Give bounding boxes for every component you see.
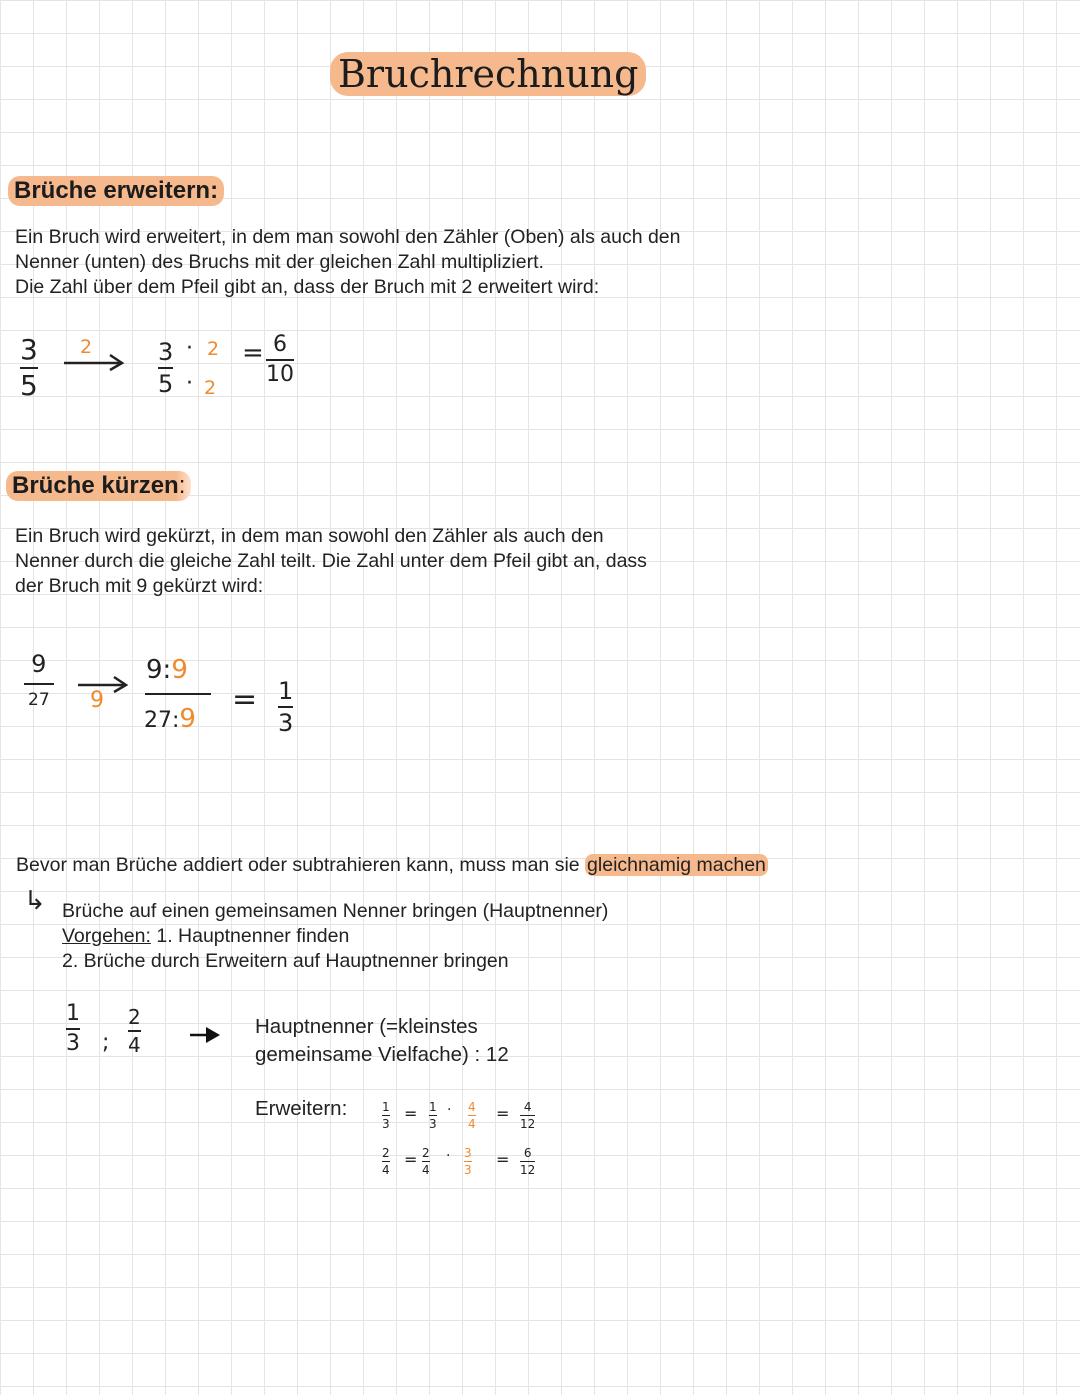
kuerzen-example-fraction bbox=[28, 650, 50, 709]
divide-sign: : bbox=[162, 655, 172, 685]
numerator: 2 bbox=[382, 1146, 390, 1160]
denominator: 27 bbox=[144, 708, 172, 733]
denominator: 3 bbox=[66, 1031, 80, 1056]
erweitern-label: Erweitern: bbox=[255, 1097, 348, 1120]
equals-sign: = bbox=[496, 1150, 510, 1169]
denominator: 5 bbox=[158, 370, 174, 398]
multiply-dot: · bbox=[186, 336, 193, 361]
numerator: 9 bbox=[31, 650, 47, 678]
denominator: 12 bbox=[520, 1163, 536, 1177]
right-arrow-icon bbox=[62, 352, 126, 372]
kuerzen-text-line: der Bruch mit 9 gekürzt wird: bbox=[15, 575, 264, 597]
gleichnamig-steps bbox=[62, 899, 608, 974]
numerator: 1 bbox=[382, 1100, 390, 1114]
fraction-bar bbox=[145, 693, 211, 695]
gleichnamig-intro bbox=[16, 853, 768, 878]
separator: ; bbox=[102, 1030, 110, 1055]
numerator: 2 bbox=[128, 1005, 141, 1029]
equals-sign: = bbox=[404, 1150, 418, 1169]
step-factor-top: 2 bbox=[207, 338, 220, 360]
denominator: 3 bbox=[464, 1163, 472, 1177]
step-two: 2. Brüche durch Erweitern auf Hauptnenner bringen bbox=[62, 950, 509, 972]
erweitern-text-line: Nenner (unten) des Bruchs mit der gleichen Zahl multipliziert. bbox=[15, 251, 544, 273]
numerator: 4 bbox=[468, 1100, 476, 1114]
page-title: Bruchrechnung bbox=[330, 52, 646, 96]
kuerzen-divisor: 9 bbox=[90, 688, 104, 713]
numerator: 6 bbox=[273, 332, 287, 357]
numerator: 3 bbox=[158, 338, 174, 366]
kuerzen-text-line: Ein Bruch wird gekürzt, in dem man sowohl den Zähler als auch den bbox=[15, 525, 604, 547]
vorgehen-label: Vorgehen: bbox=[62, 925, 151, 947]
erweitern-step-fraction bbox=[158, 338, 173, 396]
denominator: 12 bbox=[520, 1117, 536, 1131]
hauptnenner-text bbox=[255, 1013, 509, 1069]
denominator: 3 bbox=[382, 1117, 390, 1131]
numerator: 3 bbox=[464, 1146, 472, 1160]
row2-fraction-b bbox=[422, 1146, 430, 1176]
numerator: 1 bbox=[278, 677, 294, 705]
highlight-gleichnamig: gleichnamig machen bbox=[587, 854, 766, 876]
divide-sign: : bbox=[172, 708, 180, 733]
step-factor-bottom: 2 bbox=[204, 377, 217, 399]
kuerzen-paragraph bbox=[15, 524, 647, 599]
steps-line: Brüche auf einen gemeinsamen Nenner bringen (Hauptnenner) bbox=[62, 900, 609, 922]
equals-sign: = bbox=[242, 338, 264, 368]
section-heading-erweitern: Brüche erweitern: bbox=[8, 176, 224, 206]
denominator: 4 bbox=[128, 1033, 141, 1057]
intro-text: Bevor man Brüche addiert oder subtrahieren kann, muss man sie bbox=[16, 854, 580, 876]
example-fraction-two-fourths bbox=[128, 1005, 141, 1055]
heading-colon: : bbox=[178, 472, 186, 499]
denominator: 10 bbox=[266, 362, 294, 387]
erweitern-text-line: Die Zahl über dem Pfeil gibt an, dass der Bruch mit 2 erweitert wird: bbox=[15, 276, 600, 298]
hauptnenner-line: Hauptnenner (=kleinstes bbox=[255, 1015, 478, 1038]
numerator: 1 bbox=[66, 1001, 80, 1026]
equals-sign: = bbox=[232, 682, 258, 717]
erweitern-factor: 2 bbox=[80, 336, 93, 358]
denominator: 5 bbox=[20, 369, 38, 402]
corner-arrow-icon: ↳ bbox=[24, 886, 46, 916]
row1-fraction-result bbox=[520, 1100, 535, 1130]
row2-fraction-result bbox=[520, 1146, 535, 1176]
section-heading-kuerzen bbox=[6, 471, 191, 501]
row2-fraction-c bbox=[464, 1146, 472, 1176]
step-one: 1. Hauptnenner finden bbox=[156, 925, 350, 947]
denominator: 4 bbox=[468, 1117, 476, 1131]
divisor: 9 bbox=[179, 704, 196, 734]
heading-text: Brüche kürzen bbox=[12, 472, 179, 499]
denominator: 3 bbox=[278, 709, 294, 737]
multiply-dot: · bbox=[446, 1148, 451, 1164]
example-fraction-one-third bbox=[66, 1001, 80, 1055]
numerator: 6 bbox=[523, 1146, 532, 1160]
kuerzen-step-numerator bbox=[146, 655, 188, 685]
steps-line bbox=[62, 924, 608, 949]
erweitern-paragraph bbox=[15, 225, 681, 300]
erweitern-text-line: Ein Bruch wird erweitert, in dem man sowohl den Zähler (Oben) als auch den bbox=[15, 226, 681, 248]
row1-fraction-a bbox=[382, 1100, 390, 1130]
multiply-dot: · bbox=[447, 1102, 452, 1118]
denominator: 4 bbox=[422, 1163, 430, 1177]
multiply-dot: · bbox=[186, 371, 193, 396]
row2-fraction-a bbox=[382, 1146, 390, 1176]
erweitern-result-fraction bbox=[266, 332, 294, 386]
kuerzen-text-line: Nenner durch die gleiche Zahl teilt. Die Zahl unter dem Pfeil gibt an, dass bbox=[15, 550, 647, 572]
denominator: 4 bbox=[382, 1163, 390, 1177]
hauptnenner-line: gemeinsame Vielfache) : 12 bbox=[255, 1043, 509, 1066]
kuerzen-step-denominator bbox=[144, 704, 196, 734]
erweitern-example-fraction bbox=[20, 333, 38, 400]
numerator: 2 bbox=[422, 1146, 430, 1160]
equals-sign: = bbox=[496, 1104, 510, 1123]
kuerzen-result-fraction bbox=[278, 677, 293, 735]
row1-fraction-c bbox=[468, 1100, 476, 1130]
denominator: 27 bbox=[28, 690, 50, 710]
numerator: 4 bbox=[523, 1100, 532, 1114]
equals-sign: = bbox=[404, 1104, 418, 1123]
denominator: 3 bbox=[429, 1117, 437, 1131]
numerator: 9 bbox=[146, 655, 163, 685]
divisor: 9 bbox=[171, 655, 188, 685]
bold-arrow-icon bbox=[188, 1024, 222, 1046]
numerator: 3 bbox=[20, 333, 38, 366]
row1-fraction-b bbox=[429, 1100, 437, 1130]
numerator: 1 bbox=[429, 1100, 437, 1114]
